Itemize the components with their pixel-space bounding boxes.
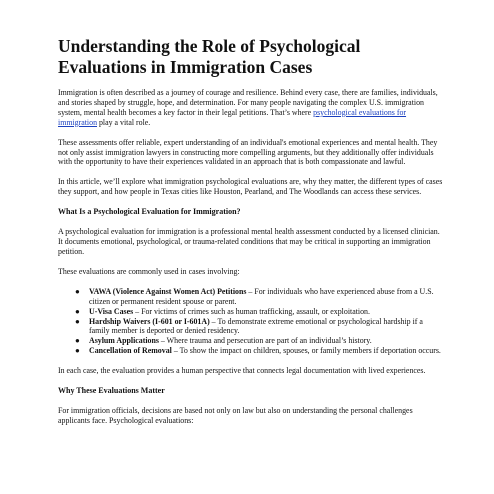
section-heading-what-is: What Is a Psychological Evaluation for Immigration?	[58, 207, 241, 217]
case-term: Asylum Applications	[89, 336, 159, 346]
section-heading-why-matters: Why These Evaluations Matter	[58, 386, 165, 396]
intro-paragraph-2: These assessments offer reliable, expert understanding of an individual's emotional experiences and mental health. They not only assist immigration lawyers in constructing more compelling arguments, but they additionally offer individuals with the opportunity to have their experiences validated in an approach that is both compassionate and lawful.	[58, 137, 438, 167]
case-term: VAWA (Violence Against Women Act) Petitions	[89, 286, 247, 296]
section1-paragraph-1: A psychological evaluation for immigration is a professional mental health assessment conducted by a licensed clinician. It documents emotional, psychological, or trauma-related conditions that may be critical in supporting an immigration petition.	[58, 227, 440, 256]
list-item	[75, 336, 444, 346]
article	[58, 36, 444, 436]
bullet-icon: ●	[75, 346, 80, 356]
case-description: – Where trauma and persecution are part of an individual’s history.	[158, 336, 372, 346]
section1-paragraph-2: These evaluations are commonly used in cases involving:	[58, 266, 240, 276]
list-item	[75, 346, 444, 356]
case-type-list	[58, 287, 444, 356]
case-term: Cancellation of Removal	[89, 346, 172, 356]
bullet-icon: ●	[75, 316, 80, 326]
case-description: – To show the impact on children, spouses, or family members if deportation occurs.	[171, 346, 441, 356]
list-item	[75, 287, 444, 307]
intro-text-before-link: Immigration is often described as a journey of courage and resilience. Behind every case, there are families, individuals, and stories shaped by struggle, hope, and determination. For many people navigating the complex U.S. immigration system, mental health becomes a key factor in their legal petitions. That’s where	[58, 88, 438, 117]
case-description: – For victims of crimes such as human trafficking, assault, or exploitation.	[133, 306, 370, 316]
intro-paragraph-3: In this article, we’ll explore what immigration psychological evaluations are, why they matter, the different types of cases they support, and how people in Texas cities like Houston, Pearland, and The Woodlands can access these services.	[58, 177, 443, 197]
section2-paragraph-1: For immigration officials, decisions are based not only on law but also on understanding the personal challenges applicants face. Psychological evaluations:	[58, 406, 413, 425]
section1-paragraph-3: In each case, the evaluation provides a human perspective that connects legal documentation with lived experiences.	[58, 366, 426, 376]
intro-paragraph-1	[58, 88, 444, 128]
bullet-icon: ●	[75, 306, 80, 316]
case-description: – For individuals who have experienced abuse from a U.S. citizen or permanent resident spouse or parent.	[89, 286, 434, 306]
case-description: – To demonstrate extreme emotional or psychological hardship if a family member is deported or denied residency.	[89, 316, 423, 336]
case-term: Hardship Waivers (I-601 or I-601A)	[89, 316, 210, 326]
article-title: Understanding the Role of Psychological Evaluations in Immigration Cases	[58, 36, 361, 77]
psych-evaluations-link[interactable]: psychological evaluations for immigration	[58, 107, 407, 127]
bullet-icon: ●	[75, 336, 80, 346]
list-item	[75, 317, 444, 337]
case-term: U-Visa Cases	[89, 306, 134, 316]
bullet-icon: ●	[75, 286, 80, 296]
list-item	[75, 307, 444, 317]
intro-text-after-link: play a vital role.	[97, 117, 151, 127]
